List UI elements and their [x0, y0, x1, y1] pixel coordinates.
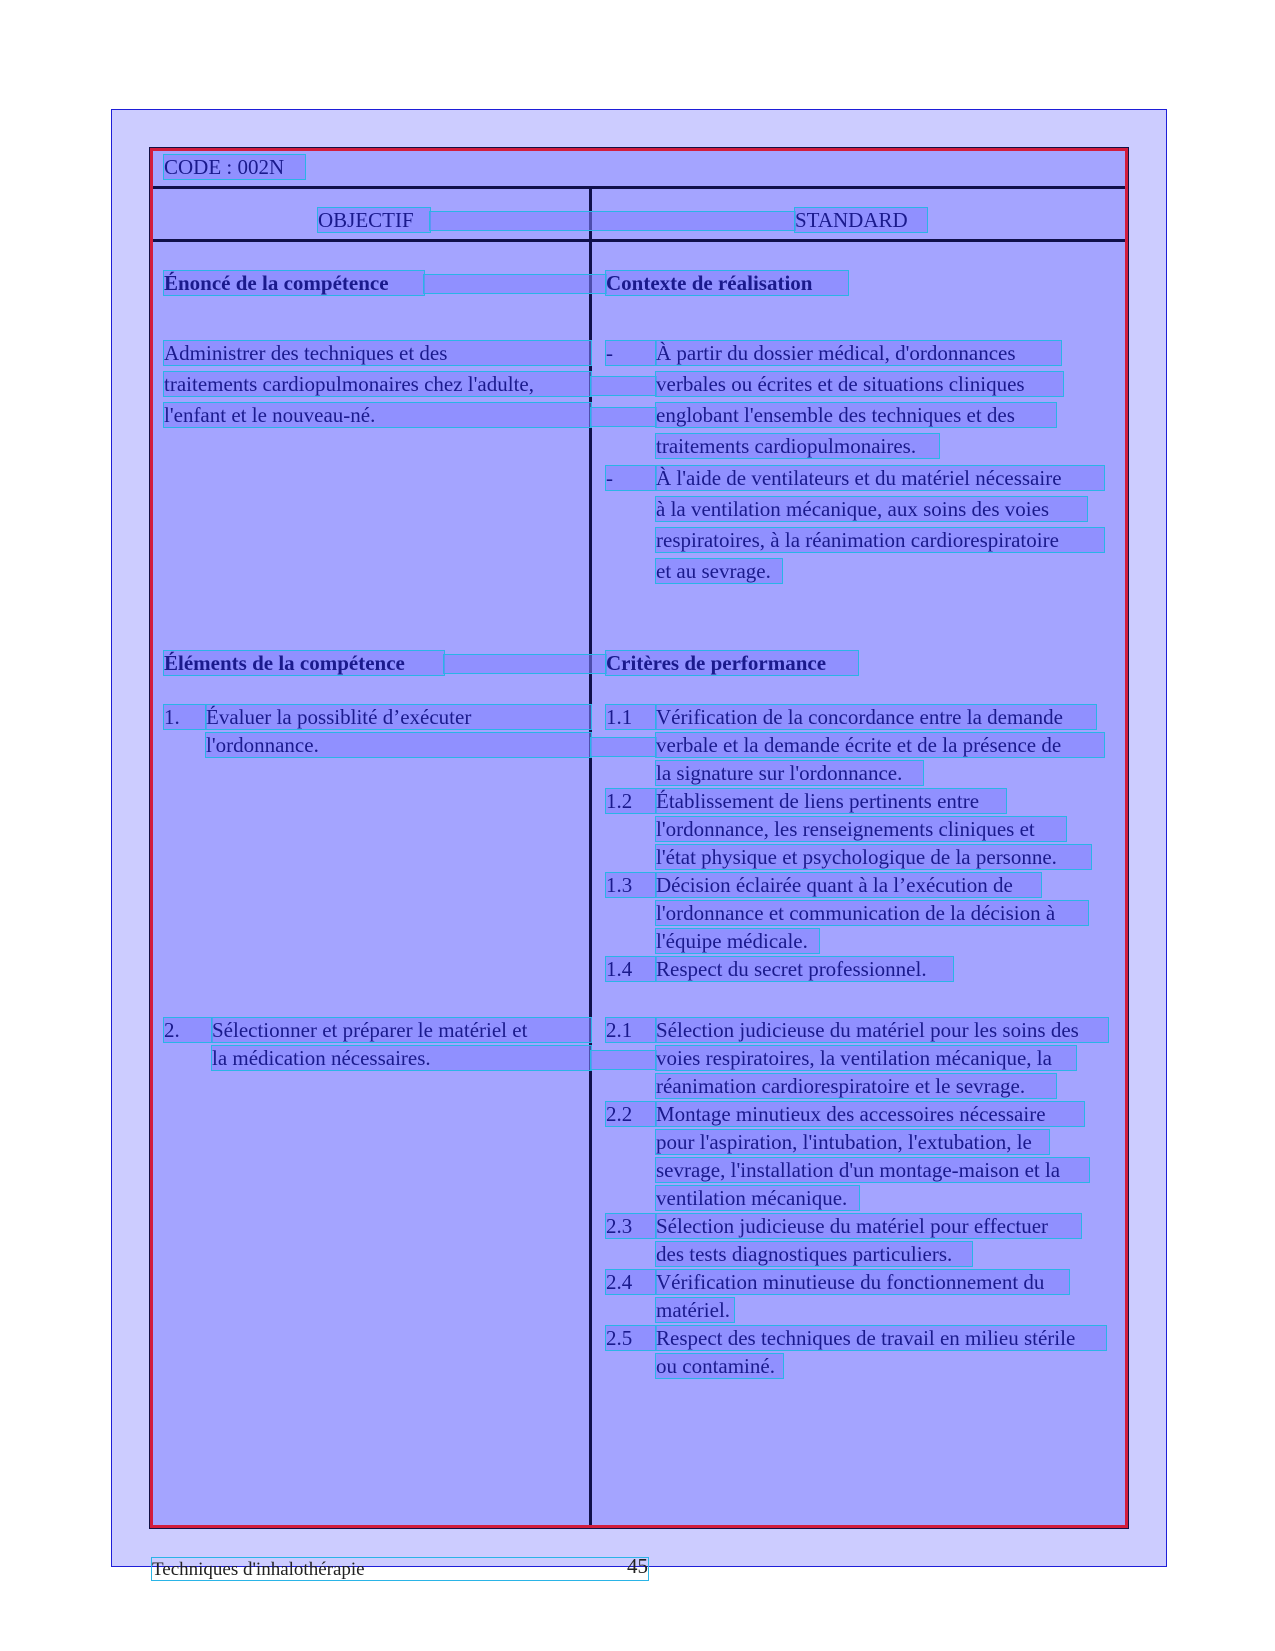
title-connector — [424, 275, 606, 293]
element-line: Évaluer la possiblité d’exécuter — [206, 705, 591, 729]
critere-number: 1.3 — [606, 873, 656, 897]
element-line: l'ordonnance. — [206, 733, 591, 757]
critere-number: 2.3 — [606, 1214, 656, 1238]
critere-line: Respect des techniques de travail en milieu stérile — [656, 1326, 1106, 1350]
critere-connector — [591, 1051, 656, 1069]
criteres-title: Critères de performance — [606, 651, 858, 675]
critere-number: 1.1 — [606, 705, 656, 729]
enonce-title: Énoncé de la compétence — [164, 271, 424, 295]
contexte-line: À l'aide de ventilateurs et du matériel nécessaire — [656, 466, 1104, 490]
element-line: la médication nécessaires. — [212, 1046, 591, 1070]
critere-line: Montage minutieux des accessoires nécessaire — [656, 1102, 1084, 1126]
footer-title: Techniques d'inhalothérapie — [152, 1559, 365, 1580]
contexte-connector — [591, 408, 656, 426]
elements-title: Éléments de la compétence — [164, 651, 444, 675]
critere-line: l'ordonnance, les renseignements cliniques et — [656, 817, 1066, 841]
competence-code: CODE : 002N — [164, 155, 305, 179]
contexte-line: À partir du dossier médical, d'ordonnances — [656, 341, 1061, 365]
element-number: 2. — [164, 1018, 212, 1042]
critere-line: la signature sur l'ordonnance. — [656, 761, 923, 785]
critere-line: matériel. — [656, 1298, 734, 1322]
contexte-line: respiratoires, à la réanimation cardiorespiratoire — [656, 528, 1104, 552]
critere-line: l'ordonnance et communication de la décision à — [656, 901, 1088, 925]
contexte-title: Contexte de réalisation — [606, 271, 848, 295]
critere-line: réanimation cardiorespiratoire et le sevrage. — [656, 1074, 1056, 1098]
element-line: Sélectionner et préparer le matériel et — [212, 1018, 591, 1042]
divider-under-headers — [153, 239, 1125, 242]
critere-line: ventilation mécanique. — [656, 1186, 859, 1210]
critere-number: 1.2 — [606, 789, 656, 813]
header-connector — [430, 212, 795, 230]
contexte-line: à la ventilation mécanique, aux soins des voies — [656, 497, 1087, 521]
contexte-bullet: - — [606, 466, 656, 490]
contexte-line: traitements cardiopulmonaires. — [656, 434, 939, 458]
contexte-line: et au sevrage. — [656, 559, 782, 583]
critere-number: 2.5 — [606, 1326, 656, 1350]
critere-line: Décision éclairée quant à la l’exécution de — [656, 873, 1041, 897]
header-standard: STANDARD — [795, 208, 927, 232]
critere-number: 2.1 — [606, 1018, 656, 1042]
critere-number: 2.4 — [606, 1270, 656, 1294]
critere-line: pour l'aspiration, l'intubation, l'extubation, le — [656, 1130, 1049, 1154]
page-footer — [152, 1554, 648, 1580]
critere-line: sevrage, l'installation d'un montage-maison et la — [656, 1158, 1089, 1182]
critere-line: Établissement de liens pertinents entre — [656, 789, 1006, 813]
enonce-line: l'enfant et le nouveau-né. — [164, 403, 591, 427]
critere-line: Respect du secret professionnel. — [656, 957, 953, 981]
critere-number: 1.4 — [606, 957, 656, 981]
critere-line: verbale et la demande écrite et de la présence de — [656, 733, 1104, 757]
contexte-connector — [591, 377, 656, 395]
title-connector — [444, 655, 606, 673]
page-number: 45 — [627, 1554, 648, 1578]
contexte-line: verbales ou écrites et de situations cliniques — [656, 372, 1063, 396]
enonce-line: Administrer des techniques et des — [164, 341, 591, 365]
critere-connector — [591, 738, 656, 756]
critere-line: Vérification minutieuse du fonctionnement du — [656, 1270, 1069, 1294]
critere-line: des tests diagnostiques particuliers. — [656, 1242, 972, 1266]
enonce-line: traitements cardiopulmonaires chez l'adulte, — [164, 372, 591, 396]
contexte-bullet: - — [606, 341, 656, 365]
divider-under-code — [153, 186, 1125, 189]
critere-line: l'état physique et psychologique de la personne. — [656, 845, 1091, 869]
critere-line: Vérification de la concordance entre la demande — [656, 705, 1096, 729]
critere-line: Sélection judicieuse du matériel pour les soins des — [656, 1018, 1108, 1042]
contexte-line: englobant l'ensemble des techniques et des — [656, 403, 1056, 427]
critere-line: ou contaminé. — [656, 1354, 783, 1378]
critere-number: 2.2 — [606, 1102, 656, 1126]
header-objectif: OBJECTIF — [318, 208, 430, 232]
element-number: 1. — [164, 705, 206, 729]
critere-line: Sélection judicieuse du matériel pour effectuer — [656, 1214, 1081, 1238]
critere-line: l'équipe médicale. — [656, 929, 819, 953]
critere-line: voies respiratoires, la ventilation mécanique, la — [656, 1046, 1076, 1070]
